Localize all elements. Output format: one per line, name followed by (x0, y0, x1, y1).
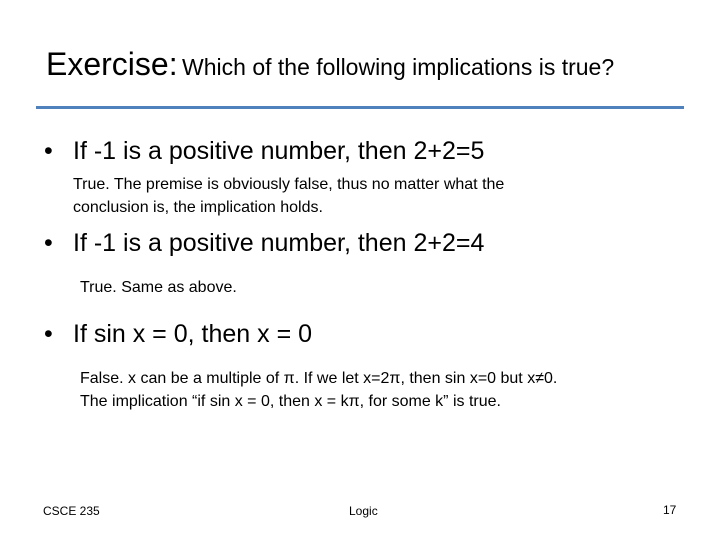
answer-2 (80, 276, 700, 299)
statement-text: If -1 is a positive number, then 2+2=4 (73, 229, 485, 257)
bullet-statement-2 (44, 231, 484, 256)
bullet-marker: • (44, 229, 53, 257)
slide-title (46, 48, 706, 80)
bullet-marker: • (44, 320, 53, 348)
answer-line: True. The premise is obviously false, thus no matter what the (73, 176, 505, 193)
answer-line: False. x can be a multiple of π. If we let x=2π, then sin x=0 but x≠0. (80, 370, 558, 387)
statement-text: If -1 is a positive number, then 2+2=5 (73, 137, 485, 165)
bullet-statement-3 (44, 322, 312, 347)
answer-3 (80, 367, 700, 413)
answer-line: conclusion is, the implication holds. (73, 199, 323, 216)
bullet-statement-1 (44, 139, 484, 164)
statement-text: If sin x = 0, then x = 0 (73, 320, 313, 348)
title-question: Which of the following implications is true? (182, 54, 615, 80)
footer-page-number: 17 (663, 503, 677, 517)
bullet-marker: • (44, 137, 53, 165)
title-label: Exercise: (46, 46, 178, 82)
title-underline (36, 106, 684, 109)
answer-line: The implication “if sin x = 0, then x = kπ, for some k” is true. (80, 393, 501, 410)
footer-course: CSCE 235 (43, 504, 100, 518)
footer-topic: Logic (349, 504, 378, 518)
answer-1 (73, 173, 693, 219)
answer-line: True. Same as above. (80, 279, 237, 296)
